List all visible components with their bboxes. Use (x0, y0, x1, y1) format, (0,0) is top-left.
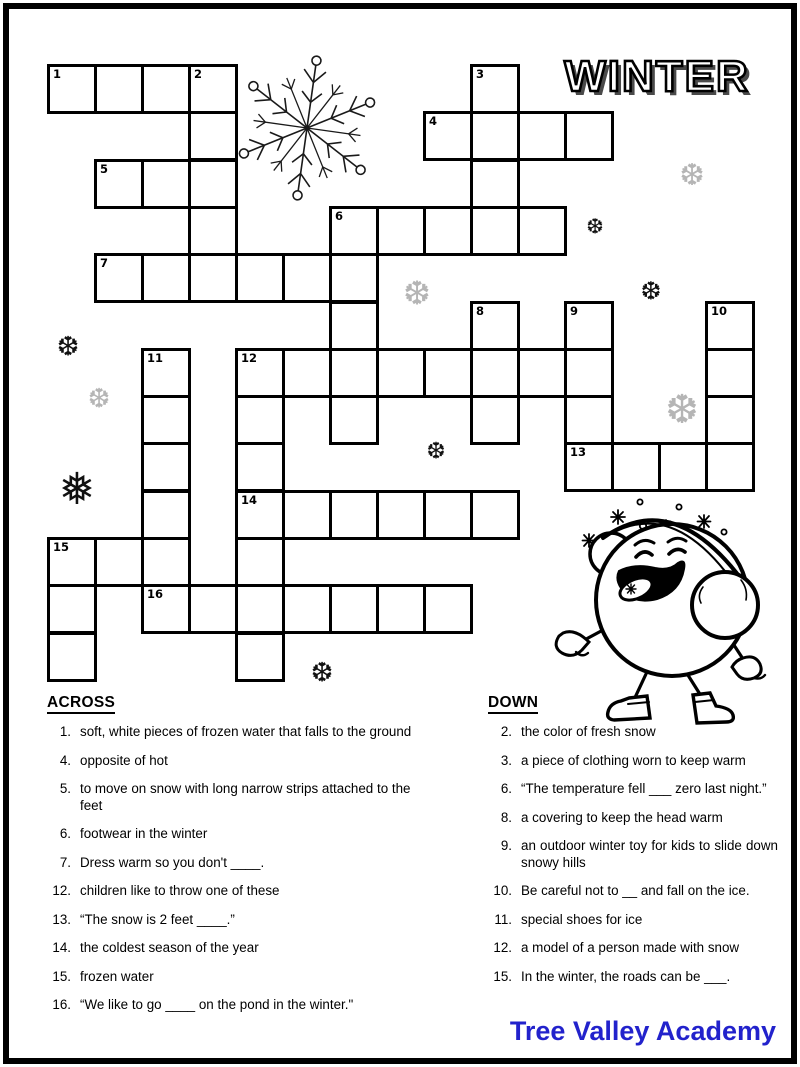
clue-number: 9. (500, 838, 512, 853)
grid-cell[interactable] (517, 348, 567, 398)
cell-number: 9 (570, 304, 579, 318)
grid-cell[interactable] (705, 395, 755, 445)
clue-number: 2. (500, 724, 512, 739)
clue-number: 10. (493, 883, 512, 898)
grid-cell[interactable] (705, 348, 755, 398)
down-clue-10 (488, 883, 778, 900)
grid-cell[interactable] (282, 490, 332, 540)
cell-number: 14 (241, 493, 258, 507)
clue-number: 5. (59, 781, 71, 796)
grid-cell[interactable] (282, 348, 332, 398)
grid-cell-10[interactable] (705, 301, 755, 351)
grid-cell[interactable] (235, 537, 285, 587)
snowflake-icon: ❆ (586, 214, 604, 239)
grid-cell[interactable] (329, 584, 379, 634)
grid-cell[interactable] (423, 490, 473, 540)
grid-cell-8[interactable] (470, 301, 520, 351)
grid-cell[interactable] (423, 584, 473, 634)
snowflake-icon: ❆ (665, 387, 699, 433)
grid-cell[interactable] (188, 584, 238, 634)
grid-cell[interactable] (235, 395, 285, 445)
grid-cell-5[interactable] (94, 159, 144, 209)
snowflake-icon: ❆ (56, 331, 80, 363)
grid-cell[interactable] (329, 490, 379, 540)
cell-number: 16 (147, 587, 164, 601)
clue-number: 4. (59, 752, 71, 768)
clue-text: special shoes for ice (521, 911, 643, 927)
cell-number: 8 (476, 304, 485, 318)
grid-cell[interactable] (470, 159, 520, 209)
snowflake-icon: ❆ (310, 657, 334, 689)
grid-cell[interactable] (188, 253, 238, 303)
clue-text: a model of a person made with snow (521, 940, 740, 955)
grid-cell[interactable] (235, 584, 285, 634)
clue-number: 15. (493, 968, 512, 984)
clue-text: the coldest season of the year (80, 940, 259, 955)
grid-cell[interactable] (658, 442, 708, 492)
grid-cell-15[interactable] (47, 537, 97, 587)
grid-cell[interactable] (517, 111, 567, 161)
grid-cell[interactable] (94, 537, 144, 587)
grid-cell[interactable] (141, 490, 191, 540)
grid-cell[interactable] (188, 111, 238, 161)
across-heading: ACROSS (47, 694, 455, 712)
grid-cell[interactable] (141, 253, 191, 303)
grid-cell-6[interactable] (329, 206, 379, 256)
grid-cell[interactable] (705, 442, 755, 492)
cell-number: 6 (335, 209, 344, 223)
grid-cell[interactable] (141, 395, 191, 445)
grid-cell[interactable] (564, 348, 614, 398)
clue-number: 12. (52, 883, 71, 898)
across-clue-1 (47, 724, 455, 741)
grid-cell-9[interactable] (564, 301, 614, 351)
across-clue-6 (47, 826, 455, 843)
branding-text: Tree Valley Academy (509, 1016, 776, 1046)
clue-number: 1. (59, 724, 71, 739)
clue-text: opposite of hot (80, 752, 168, 768)
grid-cell[interactable] (423, 206, 473, 256)
clue-text: “The snow is 2 feet ____.” (80, 911, 235, 927)
clue-text: children like to throw one of these (80, 883, 280, 898)
grid-cell-1[interactable] (47, 64, 97, 114)
large-snowflake-illustration (228, 52, 386, 204)
grid-cell[interactable] (235, 632, 285, 682)
grid-cell[interactable] (376, 206, 426, 256)
grid-cell[interactable] (235, 253, 285, 303)
clue-number: 16. (52, 997, 71, 1012)
down-heading: DOWN (488, 694, 778, 712)
across-clue-15 (47, 969, 455, 986)
across-clue-7 (47, 855, 455, 872)
cell-number: 10 (711, 304, 728, 318)
across-clue-list (47, 724, 455, 1014)
clue-text: frozen water (80, 968, 154, 984)
across-clue-5 (47, 781, 455, 814)
grid-cell[interactable] (188, 159, 238, 209)
clue-number: 3. (500, 752, 512, 768)
grid-cell[interactable] (282, 584, 332, 634)
grid-cell[interactable] (470, 490, 520, 540)
cell-number: 7 (100, 256, 109, 270)
grid-cell[interactable] (282, 253, 332, 303)
grid-cell[interactable] (329, 395, 379, 445)
down-clue-12 (488, 940, 778, 957)
cell-number: 3 (476, 67, 485, 81)
across-clue-16 (47, 997, 455, 1014)
clue-text: “The temperature fell ___ zero last night.” (521, 781, 767, 796)
grid-cell[interactable] (376, 490, 426, 540)
grid-cell[interactable] (470, 111, 520, 161)
snowflake-icon: ❆ (426, 438, 446, 465)
cell-number: 4 (429, 114, 438, 128)
cell-number: 13 (570, 445, 587, 459)
clue-text: In the winter, the roads can be ___. (521, 968, 731, 984)
snowflake-icon: ❆ (640, 276, 662, 306)
grid-cell[interactable] (470, 206, 520, 256)
grid-cell[interactable] (141, 537, 191, 587)
grid-cell[interactable] (423, 348, 473, 398)
grid-cell-16[interactable] (141, 584, 191, 634)
clue-number: 6. (59, 826, 71, 841)
clue-text: a piece of clothing worn to keep warm (521, 752, 746, 768)
grid-cell[interactable] (329, 301, 379, 351)
snowflake-icon: ❆ (679, 158, 705, 193)
cell-number: 2 (194, 67, 203, 81)
grid-cell[interactable] (517, 206, 567, 256)
grid-cell[interactable] (141, 159, 191, 209)
page-title: WINTER (564, 52, 750, 101)
cell-number: 5 (100, 162, 109, 176)
down-clue-3 (488, 753, 778, 770)
cell-number: 12 (241, 351, 258, 365)
down-clue-15 (488, 969, 778, 986)
grid-cell[interactable] (188, 206, 238, 256)
snowflake-icon: ❆ (87, 383, 111, 415)
grid-cell[interactable] (94, 64, 144, 114)
clue-text: “We like to go ____ on the pond in the winter." (80, 997, 354, 1012)
clue-text: Be careful not to __ and fall on the ice. (521, 883, 750, 898)
across-clue-13 (47, 912, 455, 929)
grid-cell[interactable] (329, 348, 379, 398)
cell-number: 11 (147, 351, 164, 365)
grid-cell[interactable] (47, 632, 97, 682)
grid-cell[interactable] (376, 348, 426, 398)
down-clue-9 (488, 838, 778, 871)
clue-number: 14. (52, 940, 71, 955)
grid-cell-12[interactable] (235, 348, 285, 398)
grid-cell[interactable] (470, 348, 520, 398)
grid-cell[interactable] (329, 253, 379, 303)
down-clue-6 (488, 781, 778, 798)
down-clue-8 (488, 810, 778, 827)
clue-number: 12. (493, 940, 512, 955)
clue-text: an outdoor winter toy for kids to slide down snowy hills (521, 838, 778, 870)
down-clue-11 (488, 912, 778, 929)
snowflake-icon: ❆ (403, 273, 431, 313)
grid-cell-11[interactable] (141, 348, 191, 398)
clue-text: a covering to keep the head warm (521, 809, 723, 825)
grid-cell-7[interactable] (94, 253, 144, 303)
clue-text: Dress warm so you don't ____. (80, 854, 265, 870)
clue-number: 6. (500, 781, 512, 796)
grid-cell-4[interactable] (423, 111, 473, 161)
grid-cell[interactable] (564, 111, 614, 161)
grid-cell[interactable] (47, 584, 97, 634)
clue-number: 7. (59, 854, 71, 870)
grid-cell-13[interactable] (564, 442, 614, 492)
clue-number: 8. (500, 809, 512, 825)
grid-cell-3[interactable] (470, 64, 520, 114)
across-section (47, 694, 455, 1026)
down-section (488, 694, 778, 997)
grid-cell[interactable] (611, 442, 661, 492)
grid-cell[interactable] (141, 442, 191, 492)
grid-cell[interactable] (470, 395, 520, 445)
grid-cell[interactable] (564, 395, 614, 445)
clue-text: soft, white pieces of frozen water that falls to the ground (80, 724, 412, 739)
grid-cell[interactable] (235, 442, 285, 492)
across-clue-4 (47, 753, 455, 770)
clue-text: footwear in the winter (80, 826, 208, 841)
down-clue-list (488, 724, 778, 985)
clue-text: to move on snow with long narrow strips attached to the feet (80, 781, 411, 813)
cell-number: 1 (53, 67, 62, 81)
clue-number: 13. (52, 911, 71, 927)
snowflake-icon: ❅ (58, 464, 96, 515)
grid-cell-2[interactable] (188, 64, 238, 114)
clue-number: 15. (52, 968, 71, 984)
grid-cell[interactable] (141, 64, 191, 114)
clue-text: the color of fresh snow (521, 724, 656, 739)
down-clue-2 (488, 724, 778, 741)
grid-cell-14[interactable] (235, 490, 285, 540)
across-clue-14 (47, 940, 455, 957)
cell-number: 15 (53, 540, 70, 554)
clue-number: 11. (494, 911, 512, 927)
grid-cell[interactable] (376, 584, 426, 634)
across-clue-12 (47, 883, 455, 900)
